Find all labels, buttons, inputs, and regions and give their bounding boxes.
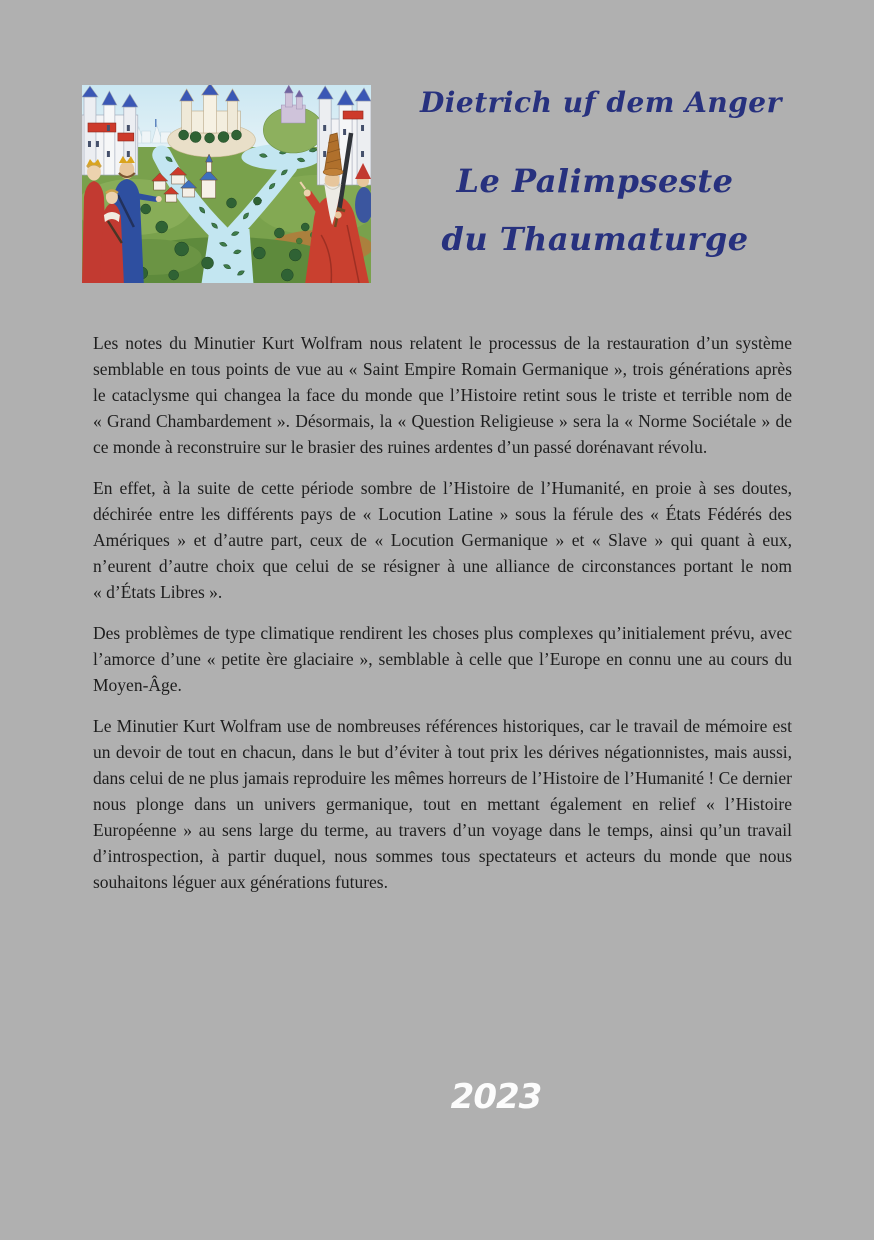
- publication-year: 2023: [450, 1077, 542, 1117]
- synopsis-paragraph-4: Le Minutier Kurt Wolfram use de nombreuses références historiques, car le travail de mémoire est un devoir de tout en chacun, dans le but d’éviter à tout prix les dérives négationnistes, mais aussi, dans celui de ne plus jamais reproduire les mêmes horreurs de l’Histoire de l’Humanité ! Ce dernier nous plonge dans un univers germanique, tout en mettant également en relief « l’Histoire Européenne » au sens large du terme, au travers d’un voyage dans le temps, ainsi qu’un travail d’introspection, à partir duquel, nous sommes tous spectateurs et acteurs du monde que nous souhaitons léguer aux générations futures.: [93, 716, 792, 892]
- synopsis: [93, 330, 792, 910]
- synopsis-paragraph-3: Des problèmes de type climatique rendirent les choses plus complexes qu’initialement prévu, avec l’amorce d’une « petite ère glaciaire », semblable à celle que l’Europe en connu une au cours du Moyen-Âge.: [93, 623, 792, 695]
- synopsis-paragraph-1: Les notes du Minutier Kurt Wolfram nous relatent le processus de la restauration d’un système semblable en tous points de vue au « Saint Empire Romain Germanique », trois générations après le cataclysme qui changea la face du monde que l’Histoire retint sous le triste et terrible nom de « Grand Chambardement ». Désormais, la « Question Religieuse » sera la « Norme Sociétale » de ce monde à reconstruire sur le brasier des ruines ardentes d’un passé dorénavant révolu.: [93, 333, 792, 457]
- author-name: Dietrich uf dem Anger: [420, 86, 782, 119]
- book-title-line-2: du Thaumaturge: [441, 220, 749, 258]
- cover-illustration: [82, 85, 371, 283]
- synopsis-paragraph-2: En effet, à la suite de cette période sombre de l’Histoire de l’Humanité, en proie à ses doutes, déchirée entre les différents pays de « Locution Latine » sous la férule des « États Fédérés des Amériques » et d’autre part, ceux de « Locution Germanique » et « Slave » qui quant à eux, n’eurent d’autre choix que celui de se résigner à une alliance de circonstances portant le nom « d’États Libres ».: [93, 478, 792, 602]
- book-title-line-1: Le Palimpseste: [456, 162, 734, 200]
